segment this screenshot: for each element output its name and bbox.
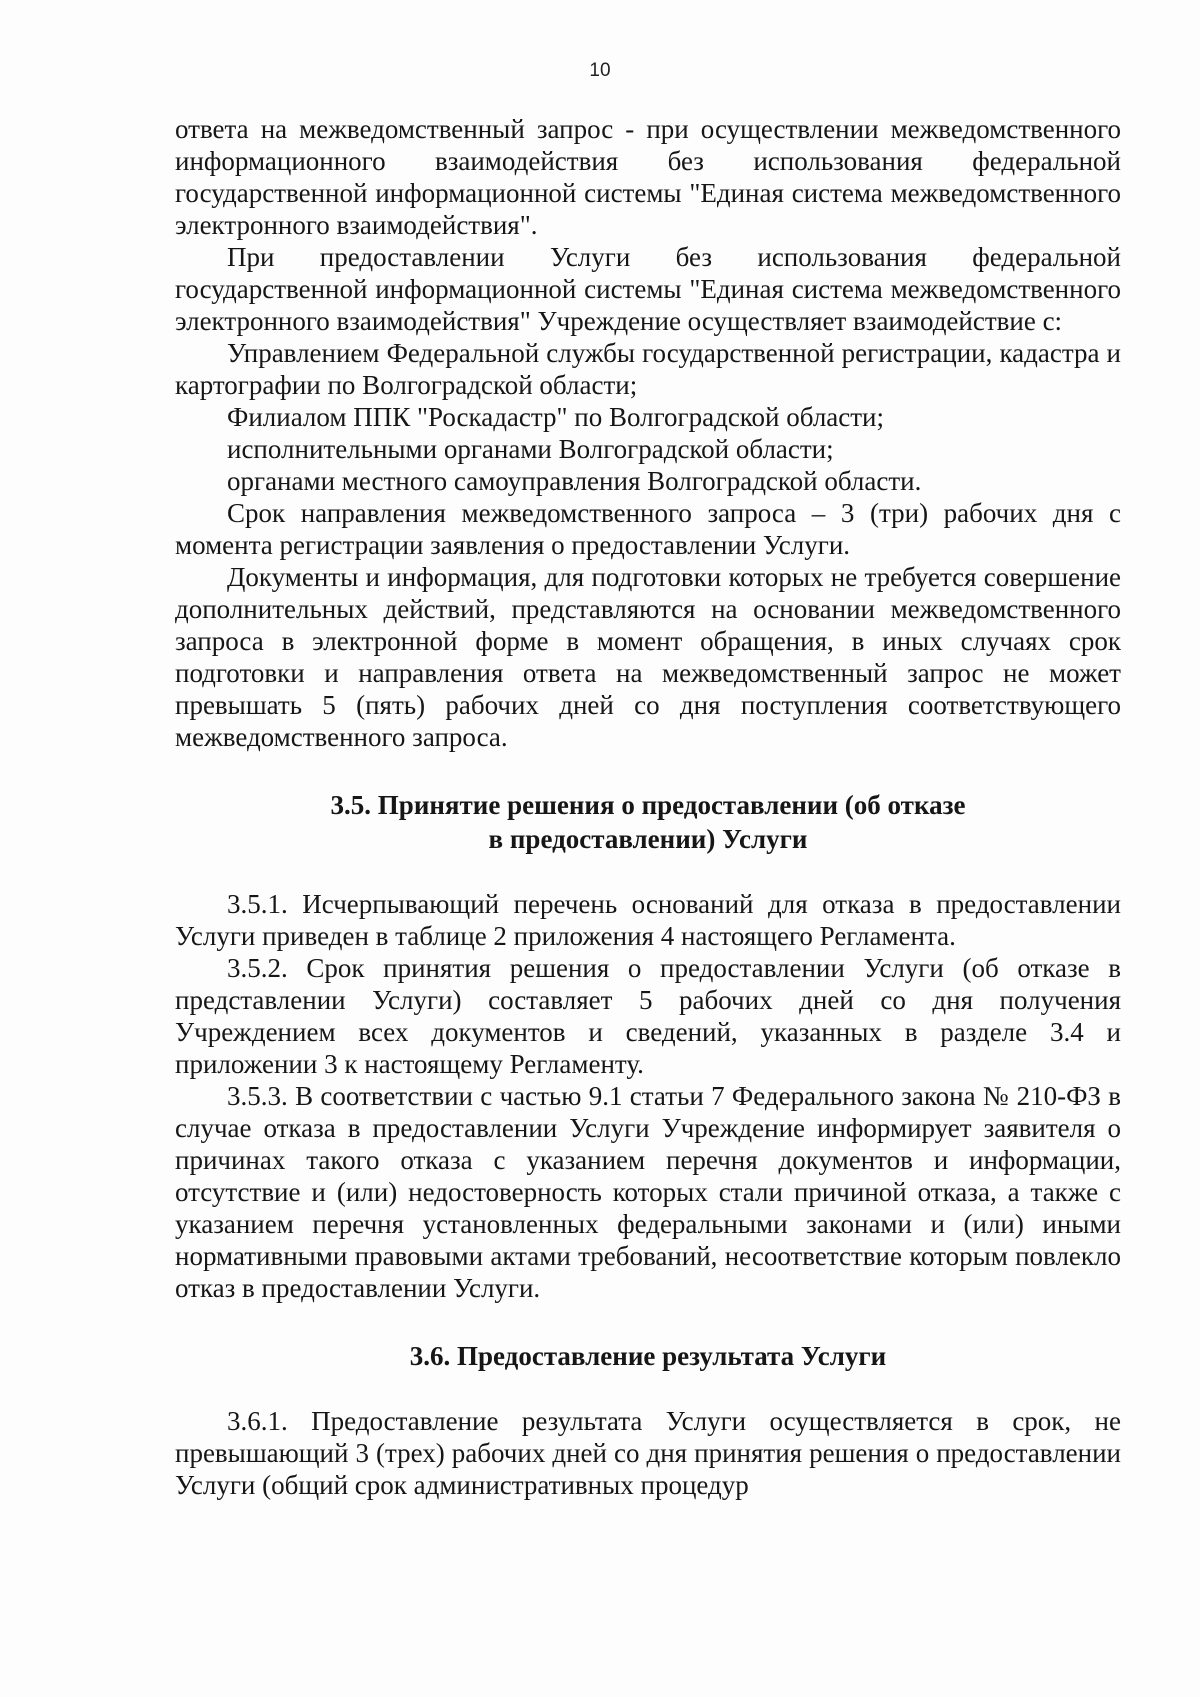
paragraph-interaction-parties: При предоставлении Услуги без использования федеральной государственной информационной системы "Единая система межведомственного электронного взаимодействия" Учреждение осуществляет взаимодействие с: <box>175 242 1121 336</box>
clause-3-5-1: 3.5.1. Исчерпывающий перечень оснований для отказа в предоставлении Услуги приведен в таблице 2 приложения 4 настоящего Регламента. <box>175 889 1121 951</box>
clause-3-6-1: 3.6.1. Предоставление результата Услуги осуществляется в срок, не превышающий 3 (трех) рабочих дней со дня принятия решения о предоставлении Услуги (общий срок административных процедур <box>175 1406 1121 1500</box>
spacer <box>175 1373 1121 1405</box>
paragraph-interagency-response: ответа на межведомственный запрос - при осуществлении межведомственного информационного взаимодействия без использования федеральной государственной информационной системы "Единая система межведомственного электронного взаимодействия". <box>175 114 1121 240</box>
spacer <box>175 1304 1121 1339</box>
section-3-5-heading-line1: 3.5. Принятие решения о предоставлении (об отказе <box>330 790 966 820</box>
paragraph-roskadastr: Филиалом ППК "Роскадастр" по Волгоградской области; <box>227 402 885 432</box>
paragraph-executive-bodies: исполнительными органами Волгоградской области; <box>227 434 834 464</box>
spacer <box>175 856 1121 888</box>
paragraph-local-government: органами местного самоуправления Волгоградской области. <box>227 466 922 496</box>
spacer <box>175 753 1121 788</box>
page-number: 10 <box>589 60 611 81</box>
section-3-6-heading: 3.6. Предоставление результата Услуги <box>409 1341 887 1371</box>
paragraph-request-deadline: Срок направления межведомственного запроса – 3 (три) рабочих дня с момента регистрации заявления о предоставлении Услуги. <box>175 498 1121 560</box>
paragraph-rosreestr: Управлением Федеральной службы государственной регистрации, кадастра и картографии по Волгоградской области; <box>175 338 1121 400</box>
clause-3-5-3: 3.5.3. В соответствии с частью 9.1 статьи 7 Федерального закона № 210-ФЗ в случае отказа в предоставлении Услуги Учреждение информирует заявителя о причинах такого отказа с указанием перечня документов и информации, отсутствие и (или) недостоверность которых стали причиной отказа, а также с указанием перечня установленных федеральными законами и (или) иными нормативными правовыми актами требований, несоответствие которым повлекло отказ в предоставлении Услуги. <box>175 1081 1121 1303</box>
section-3-5-heading-line2: в предоставлении) Услуги <box>488 824 808 854</box>
clause-3-5-2: 3.5.2. Срок принятия решения о предоставлении Услуги (об отказе в представлении Услуги) составляет 5 рабочих дней со дня получения Учреждением всех документов и сведений, указанных в разделе 3.4 и приложении 3 к настоящему Регламенту. <box>175 953 1121 1079</box>
document-body <box>175 113 1121 1501</box>
paragraph-documents-information: Документы и информация, для подготовки которых не требуется совершение дополнительных действий, представляются на основании межведомственного запроса в электронной форме в момент обращения, в иных случаях срок подготовки и направления ответа на межведомственный запрос не может превышать 5 (пять) рабочих дней со дня поступления соответствующего межведомственного запроса. <box>175 562 1121 752</box>
